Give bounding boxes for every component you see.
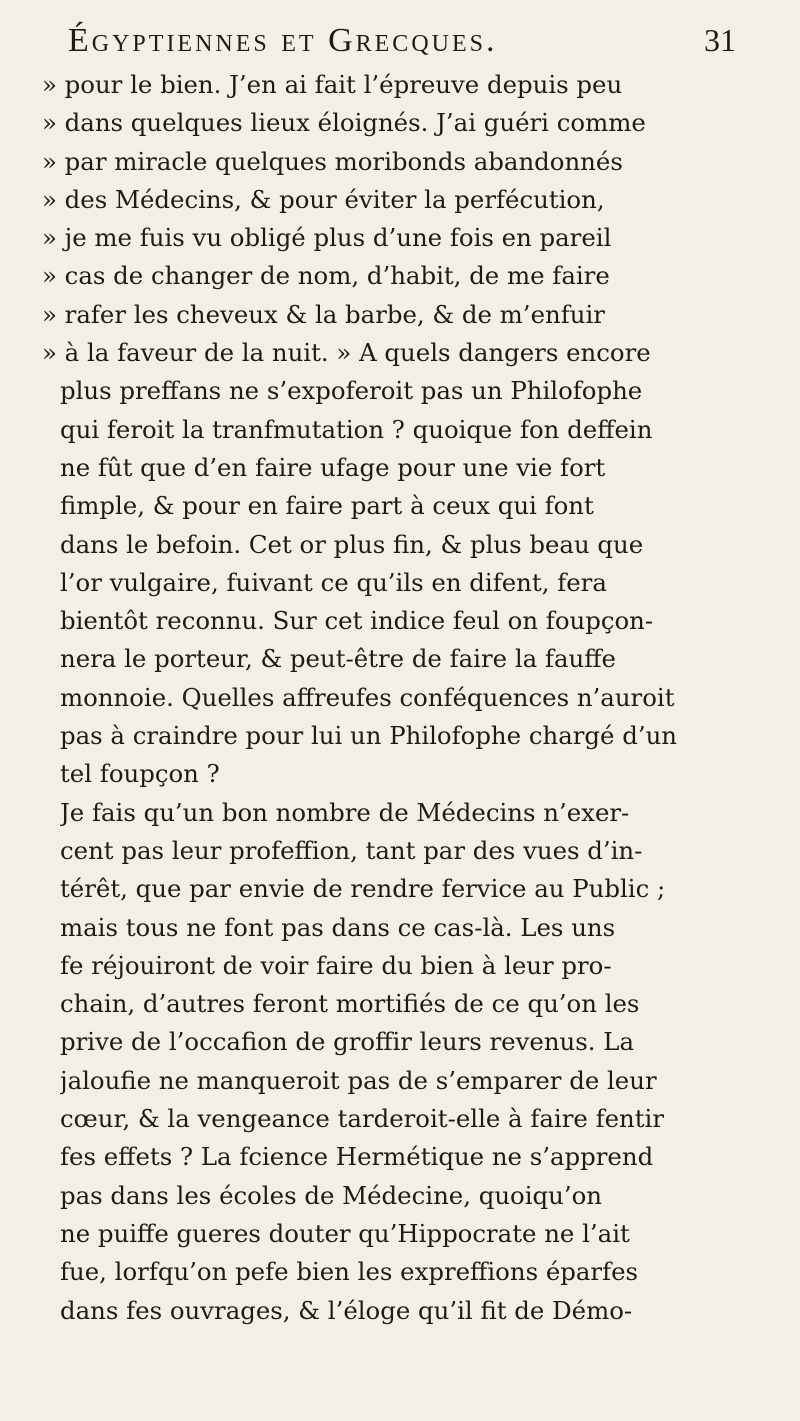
text-line: » pour le bien. J’en ai fait l’épreuve depuis peu	[42, 70, 623, 99]
text-line: jaloufie ne manqueroit pas de s’emparer de leur	[60, 1065, 657, 1095]
text-line: » je me fuis vu obligé plus d’une fois en pareil	[42, 223, 612, 253]
text-line: » à la faveur de la nuit. » A quels dangers encore	[42, 338, 651, 368]
text-line: prive de l’occafion de groffir leurs revenus. La	[60, 1027, 635, 1057]
text-line: l’or vulgaire, fuivant ce qu’ils en difent, fera	[60, 567, 607, 597]
text-line: térêt, que par envie de rendre fervice au Public ;	[60, 874, 666, 904]
text-line: » dans quelques lieux éloignés. J’ai guéri comme	[42, 108, 646, 138]
text-line: cent pas leur profeffion, tant par des vues d’in-	[60, 835, 643, 865]
running-head: Égyptiennes et Grecques.	[68, 22, 498, 59]
text-line: pas à craindre pour lui un Philofophe chargé d’un	[60, 721, 677, 751]
text-line: monnoie. Quelles affreufes conféquences n’auroit	[60, 682, 675, 712]
text-line: fe réjouiront de voir faire du bien à leur pro-	[60, 950, 612, 980]
text-line: fes effets ? La fcience Hermétique ne s’apprend	[60, 1142, 654, 1172]
text-line: dans fes ouvrages, & l’éloge qu’il fit de Démo-	[60, 1295, 633, 1325]
text-line: plus preffans ne s’expoferoit pas un Philofophe	[60, 376, 643, 406]
text-line: » par miracle quelques moribonds abandonnés	[42, 146, 623, 176]
text-line: » rafer les cheveux & la barbe, & de m’enfuir	[42, 299, 605, 329]
text-body	[42, 66, 740, 1330]
text-line: nera le porteur, & peut-être de faire la fauffe	[60, 644, 616, 674]
text-line: chain, d’autres feront mortifiés de ce qu’on les	[60, 989, 640, 1019]
page-number: 31	[704, 22, 736, 58]
text-line: mais tous ne font pas dans ce cas-là. Les uns	[60, 912, 616, 942]
text-line: cœur, & la vengeance tarderoit-elle à faire fentir	[60, 1104, 665, 1134]
text-line: ne fût que d’en faire ufage pour une vie fort	[60, 452, 606, 482]
text-line: tel foupçon ?	[60, 759, 220, 789]
text-line: ne puiffe gueres douter qu’Hippocrate ne l’ait	[60, 1218, 630, 1248]
text-line: Je fais qu’un bon nombre de Médecins n’exer-	[60, 797, 630, 827]
text-line: bientôt reconnu. Sur cet indice feul on foupçon-	[60, 606, 654, 636]
text-line: » des Médecins, & pour éviter la perfécution,	[42, 184, 605, 214]
text-line: qui feroit la tranfmutation ? quoique fon deffein	[60, 414, 653, 444]
text-line: dans le befoin. Cet or plus fin, & plus beau que	[60, 529, 644, 559]
text-line: » cas de changer de nom, d’habit, de me faire	[42, 261, 610, 291]
text-line: fue, lorfqu’on pefe bien les expreffions éparfes	[60, 1257, 639, 1287]
text-line: fimple, & pour en faire part à ceux qui font	[60, 491, 594, 521]
page-header	[68, 22, 740, 58]
text-line: pas dans les écoles de Médecine, quoiqu’on	[60, 1180, 602, 1210]
